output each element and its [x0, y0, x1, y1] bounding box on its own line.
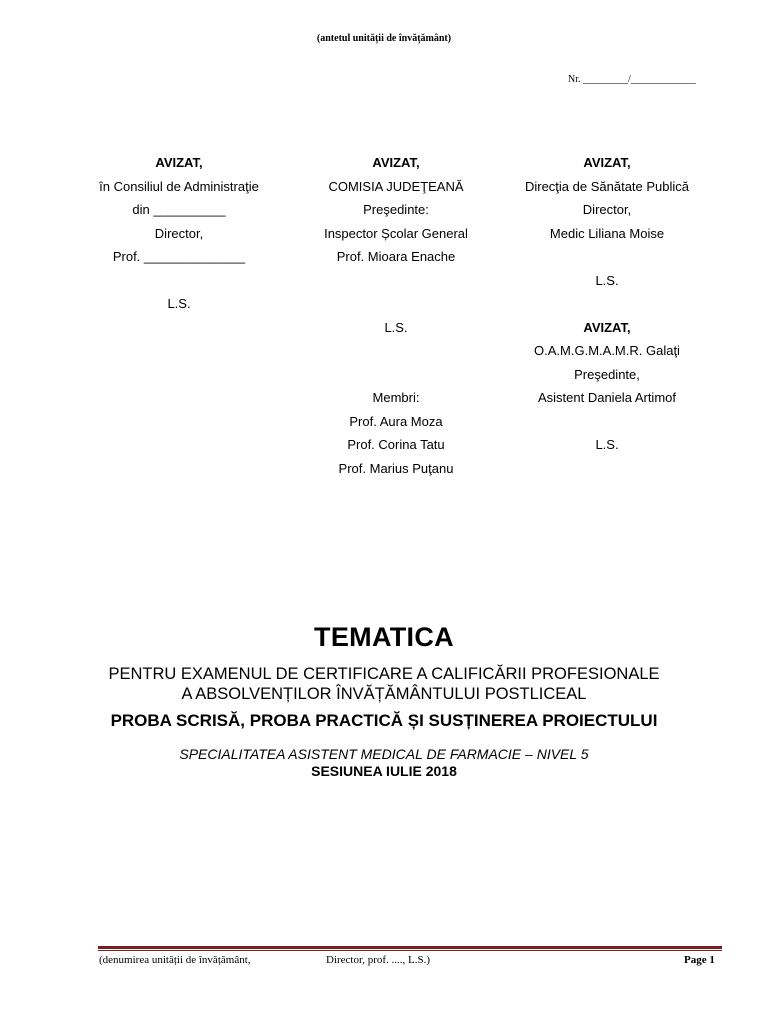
approval-line: Prof. Mioara Enache — [336, 249, 456, 264]
members-label: Membri: — [372, 390, 420, 405]
approval-line: Preşedinte, — [574, 366, 640, 382]
seal-placeholder: L.S. — [384, 319, 408, 335]
document-subtitle-line: A ABSOLVENȚILOR ÎNVĂȚĂMÂNTULUI POSTLICEAL — [181, 685, 587, 703]
footer-rule-thick — [98, 946, 722, 949]
specialty-line: SPECIALITATEA ASISTENT MEDICAL DE FARMACIE – NIVEL 5 — [179, 746, 589, 762]
page-number: Page 1 — [684, 954, 715, 966]
exam-probes-heading: PROBA SCRISĂ, PROBA PRACTICĂ ȘI SUSȚINEREA PROIECTULUI — [110, 711, 658, 730]
member-name: Prof. Marius Puţanu — [338, 460, 454, 476]
registration-number-field: Nr. _________/_____________ — [568, 74, 696, 85]
approval-line: Director, — [582, 202, 632, 217]
seal-placeholder: L.S. — [167, 296, 191, 311]
approval-title: AVIZAT, — [155, 155, 203, 170]
document-title: TEMATICA — [314, 622, 454, 652]
approval-line: Direcţia de Sănătate Publică — [524, 178, 690, 194]
footer-rule-thin — [98, 950, 722, 951]
approval-line: Prof. ______________ — [112, 249, 246, 264]
seal-placeholder: L.S. — [595, 437, 619, 452]
document-subtitle-line: PENTRU EXAMENUL DE CERTIFICARE A CALIFICĂRII PROFESIONALE — [108, 665, 660, 683]
approval-line: Preşedinte: — [363, 202, 429, 217]
approval-title: AVIZAT, — [372, 155, 420, 170]
institution-header-note: (antetul unității de învățământ) — [316, 33, 452, 44]
footer-director-text: Director, prof. ...., L.S.) — [326, 954, 431, 966]
approval-column-county-commission — [283, 151, 509, 480]
seal-placeholder: L.S. — [595, 272, 619, 288]
member-name: Prof. Aura Moza — [349, 413, 443, 429]
approval-line: O.A.M.G.M.A.M.R. Galaţi — [534, 343, 680, 358]
approval-line: Medic Liliana Moise — [549, 225, 665, 241]
approval-line: COMISIA JUDEŢEANĂ — [328, 178, 464, 194]
approval-line: din __________ — [132, 202, 226, 217]
approval-title: AVIZAT, — [583, 155, 631, 170]
approval-line: Director, — [154, 225, 204, 241]
approval-line: în Consiliul de Administraţie — [99, 178, 259, 194]
footer-institution-text: (denumirea unității de învățământ, — [99, 954, 251, 966]
member-name: Prof. Corina Tatu — [347, 437, 445, 452]
approval-column-public-health — [494, 151, 720, 457]
session-line: SESIUNEA IULIE 2018 — [311, 763, 457, 779]
approval-line: Inspector Școlar General — [324, 225, 468, 241]
approval-column-council — [66, 151, 292, 316]
approval-title: AVIZAT, — [583, 319, 631, 335]
approval-line: Asistent Daniela Artimof — [537, 390, 676, 405]
